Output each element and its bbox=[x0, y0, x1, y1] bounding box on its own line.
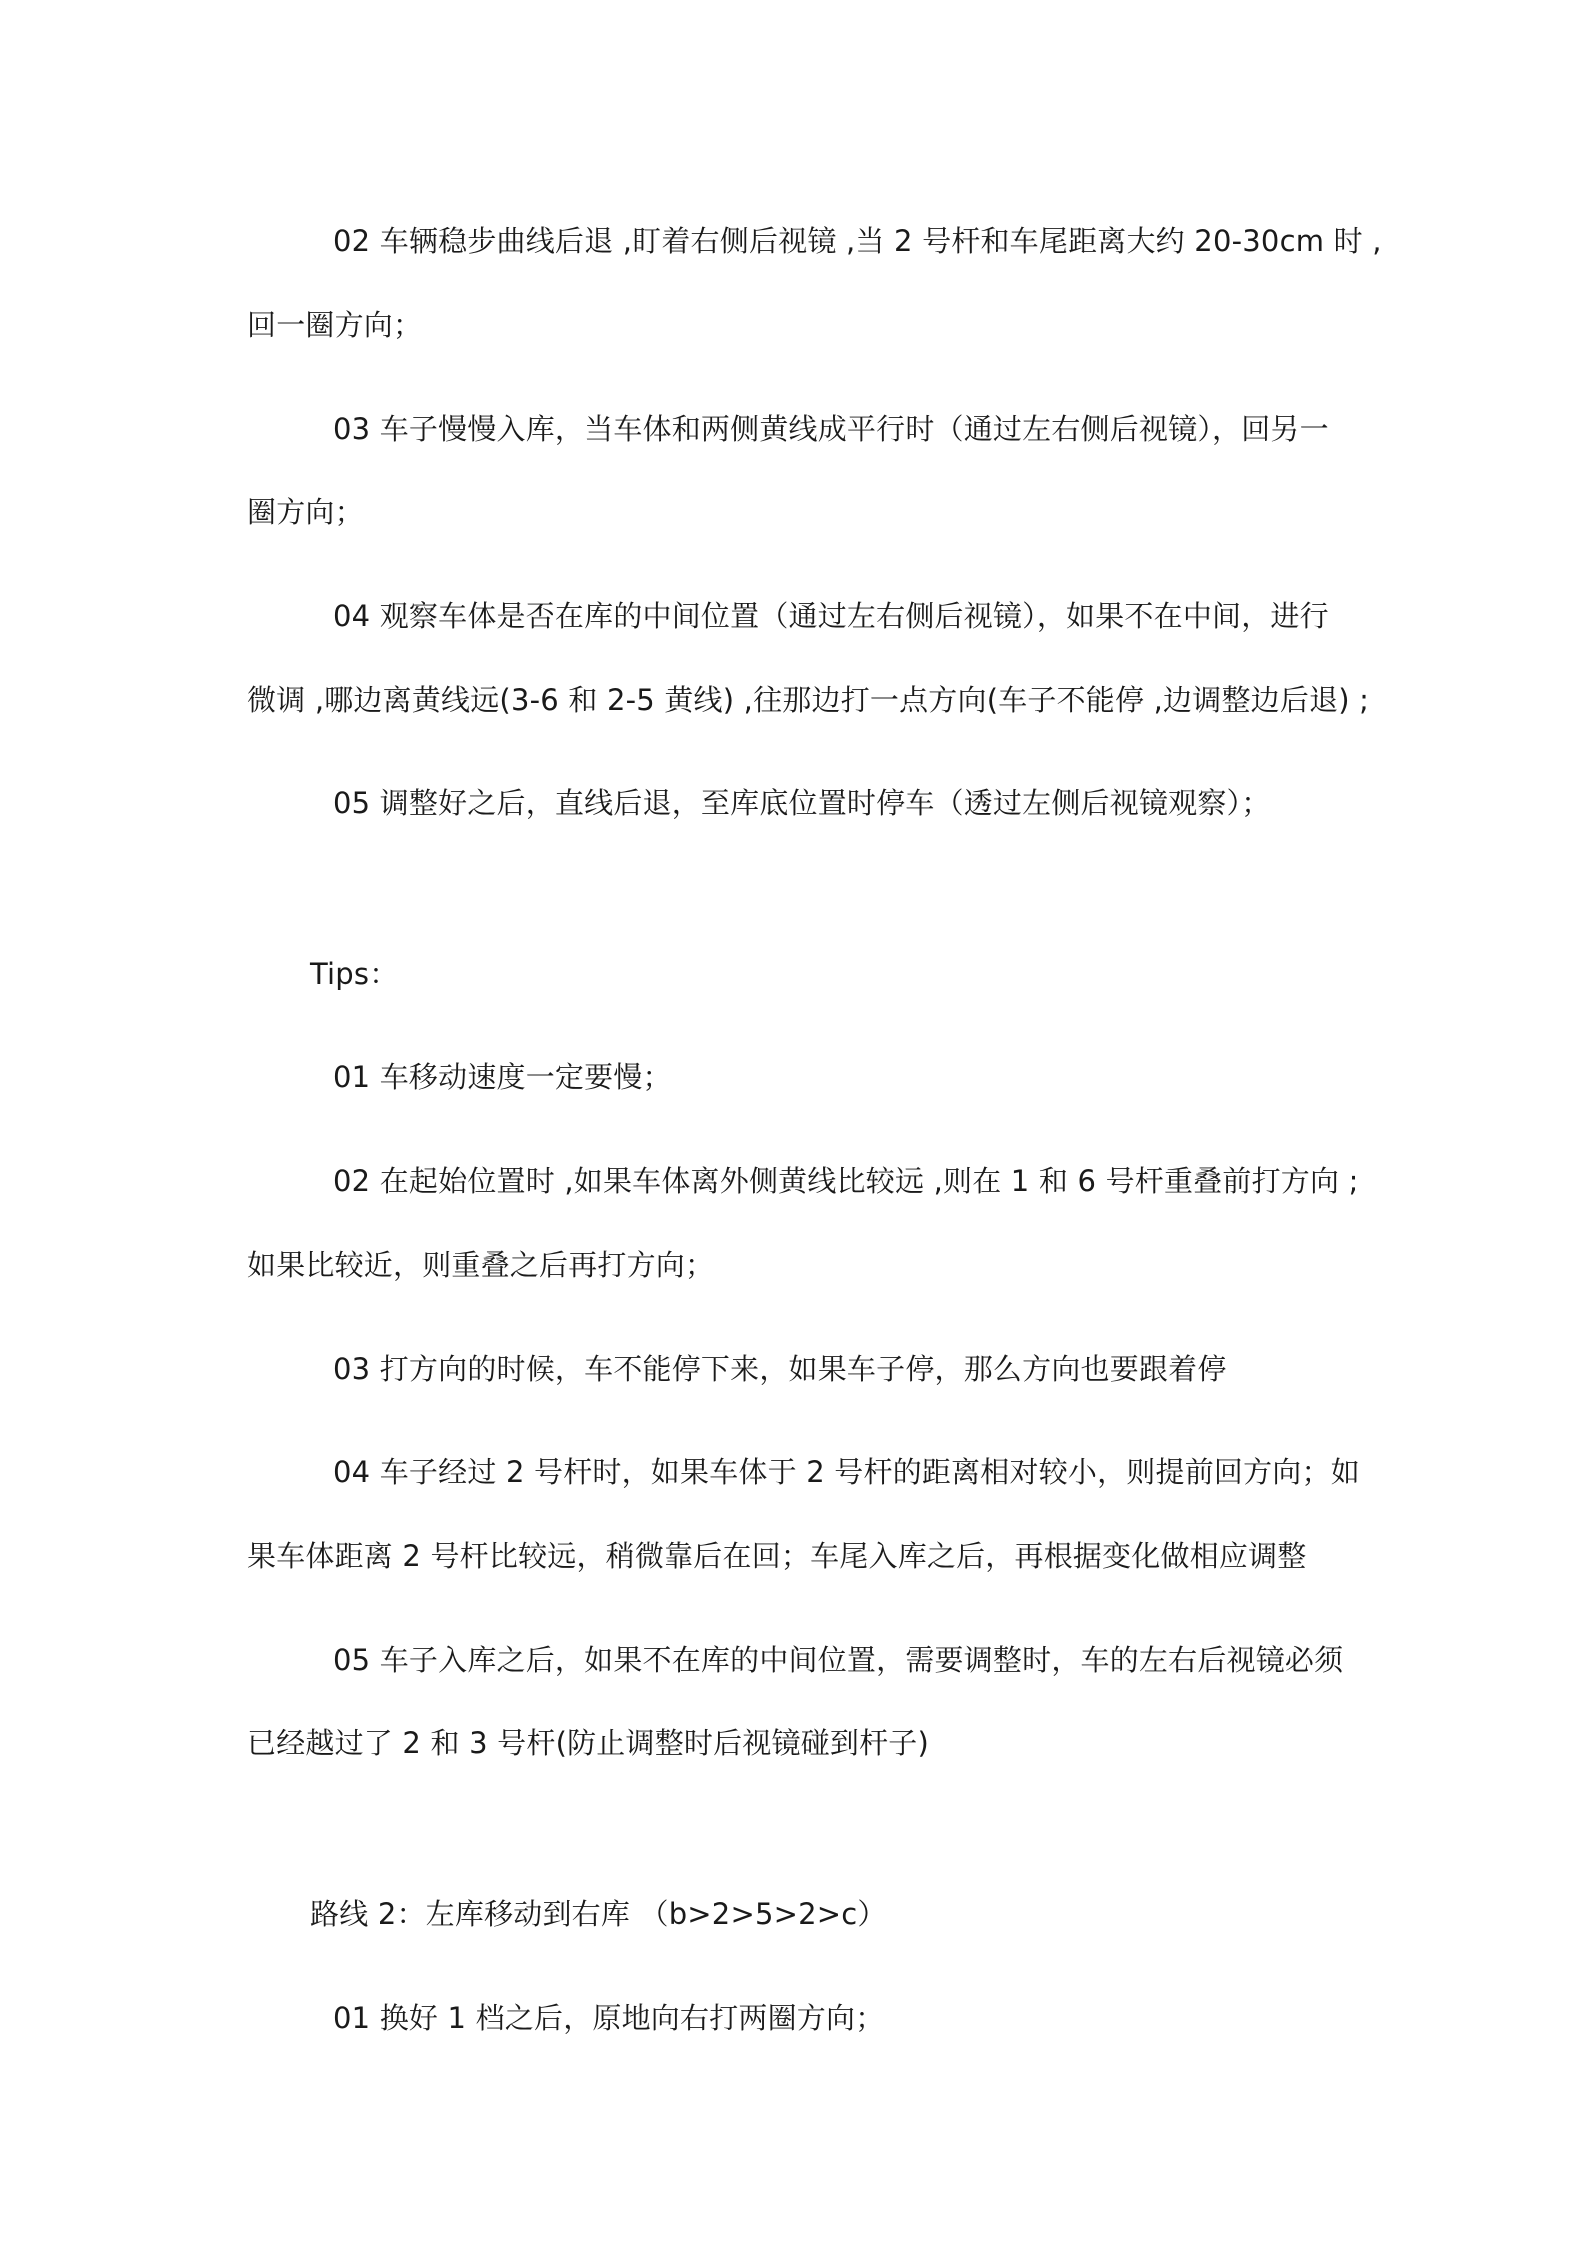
step-02-line-1: 02 车辆稳步曲线后退 ,盯着右侧后视镜 ,当 2 号杆和车尾距离大约 20-30cm 时 , bbox=[333, 224, 1382, 258]
tip-05-line-1: 05 车子入库之后，如果不在库的中间位置，需要调整时，车的左右后视镜必须 bbox=[333, 1643, 1344, 1677]
route-2-step-01: 01 换好 1 档之后，原地向右打两圈方向； bbox=[333, 2001, 885, 2035]
step-04-line-2: 微调 ,哪边离黄线远(3-6 和 2-5 黄线) ,往那边打一点方向(车子不能停 ,边调整边后退) ; bbox=[247, 683, 1370, 717]
step-03-line-1: 03 车子慢慢入库，当车体和两侧黄线成平行时（通过左右侧后视镜），回另一 bbox=[333, 412, 1329, 446]
tips-heading: Tips： bbox=[310, 957, 399, 991]
step-02-line-2: 回一圈方向； bbox=[247, 308, 423, 342]
tip-02-line-2: 如果比较近，则重叠之后再打方向； bbox=[247, 1248, 715, 1282]
route-2-heading: 路线 2：左库移动到右库 （b>2>5>2>c） bbox=[310, 1897, 887, 1931]
step-04-line-1: 04 观察车体是否在库的中间位置（通过左右侧后视镜），如果不在中间，进行 bbox=[333, 599, 1329, 633]
tip-01-line-1: 01 车移动速度一定要慢； bbox=[333, 1060, 672, 1094]
step-05-line-1: 05 调整好之后，直线后退，至库底位置时停车（透过左侧后视镜观察）； bbox=[333, 786, 1271, 820]
tip-04-line-2: 果车体距离 2 号杆比较远，稍微靠后在回；车尾入库之后，再根据变化做相应调整 bbox=[247, 1539, 1307, 1573]
step-03-line-2: 圈方向； bbox=[247, 495, 364, 529]
tip-04-line-1: 04 车子经过 2 号杆时，如果车体于 2 号杆的距离相对较小，则提前回方向；如 bbox=[333, 1455, 1360, 1489]
tip-03-line-1: 03 打方向的时候，车不能停下来，如果车子停，那么方向也要跟着停 bbox=[333, 1352, 1227, 1386]
tip-05-line-2: 已经越过了 2 和 3 号杆(防止调整时后视镜碰到杆子) bbox=[247, 1726, 930, 1760]
tip-02-line-1: 02 在起始位置时 ,如果车体离外侧黄线比较远 ,则在 1 和 6 号杆重叠前打方向 ; bbox=[333, 1164, 1359, 1198]
